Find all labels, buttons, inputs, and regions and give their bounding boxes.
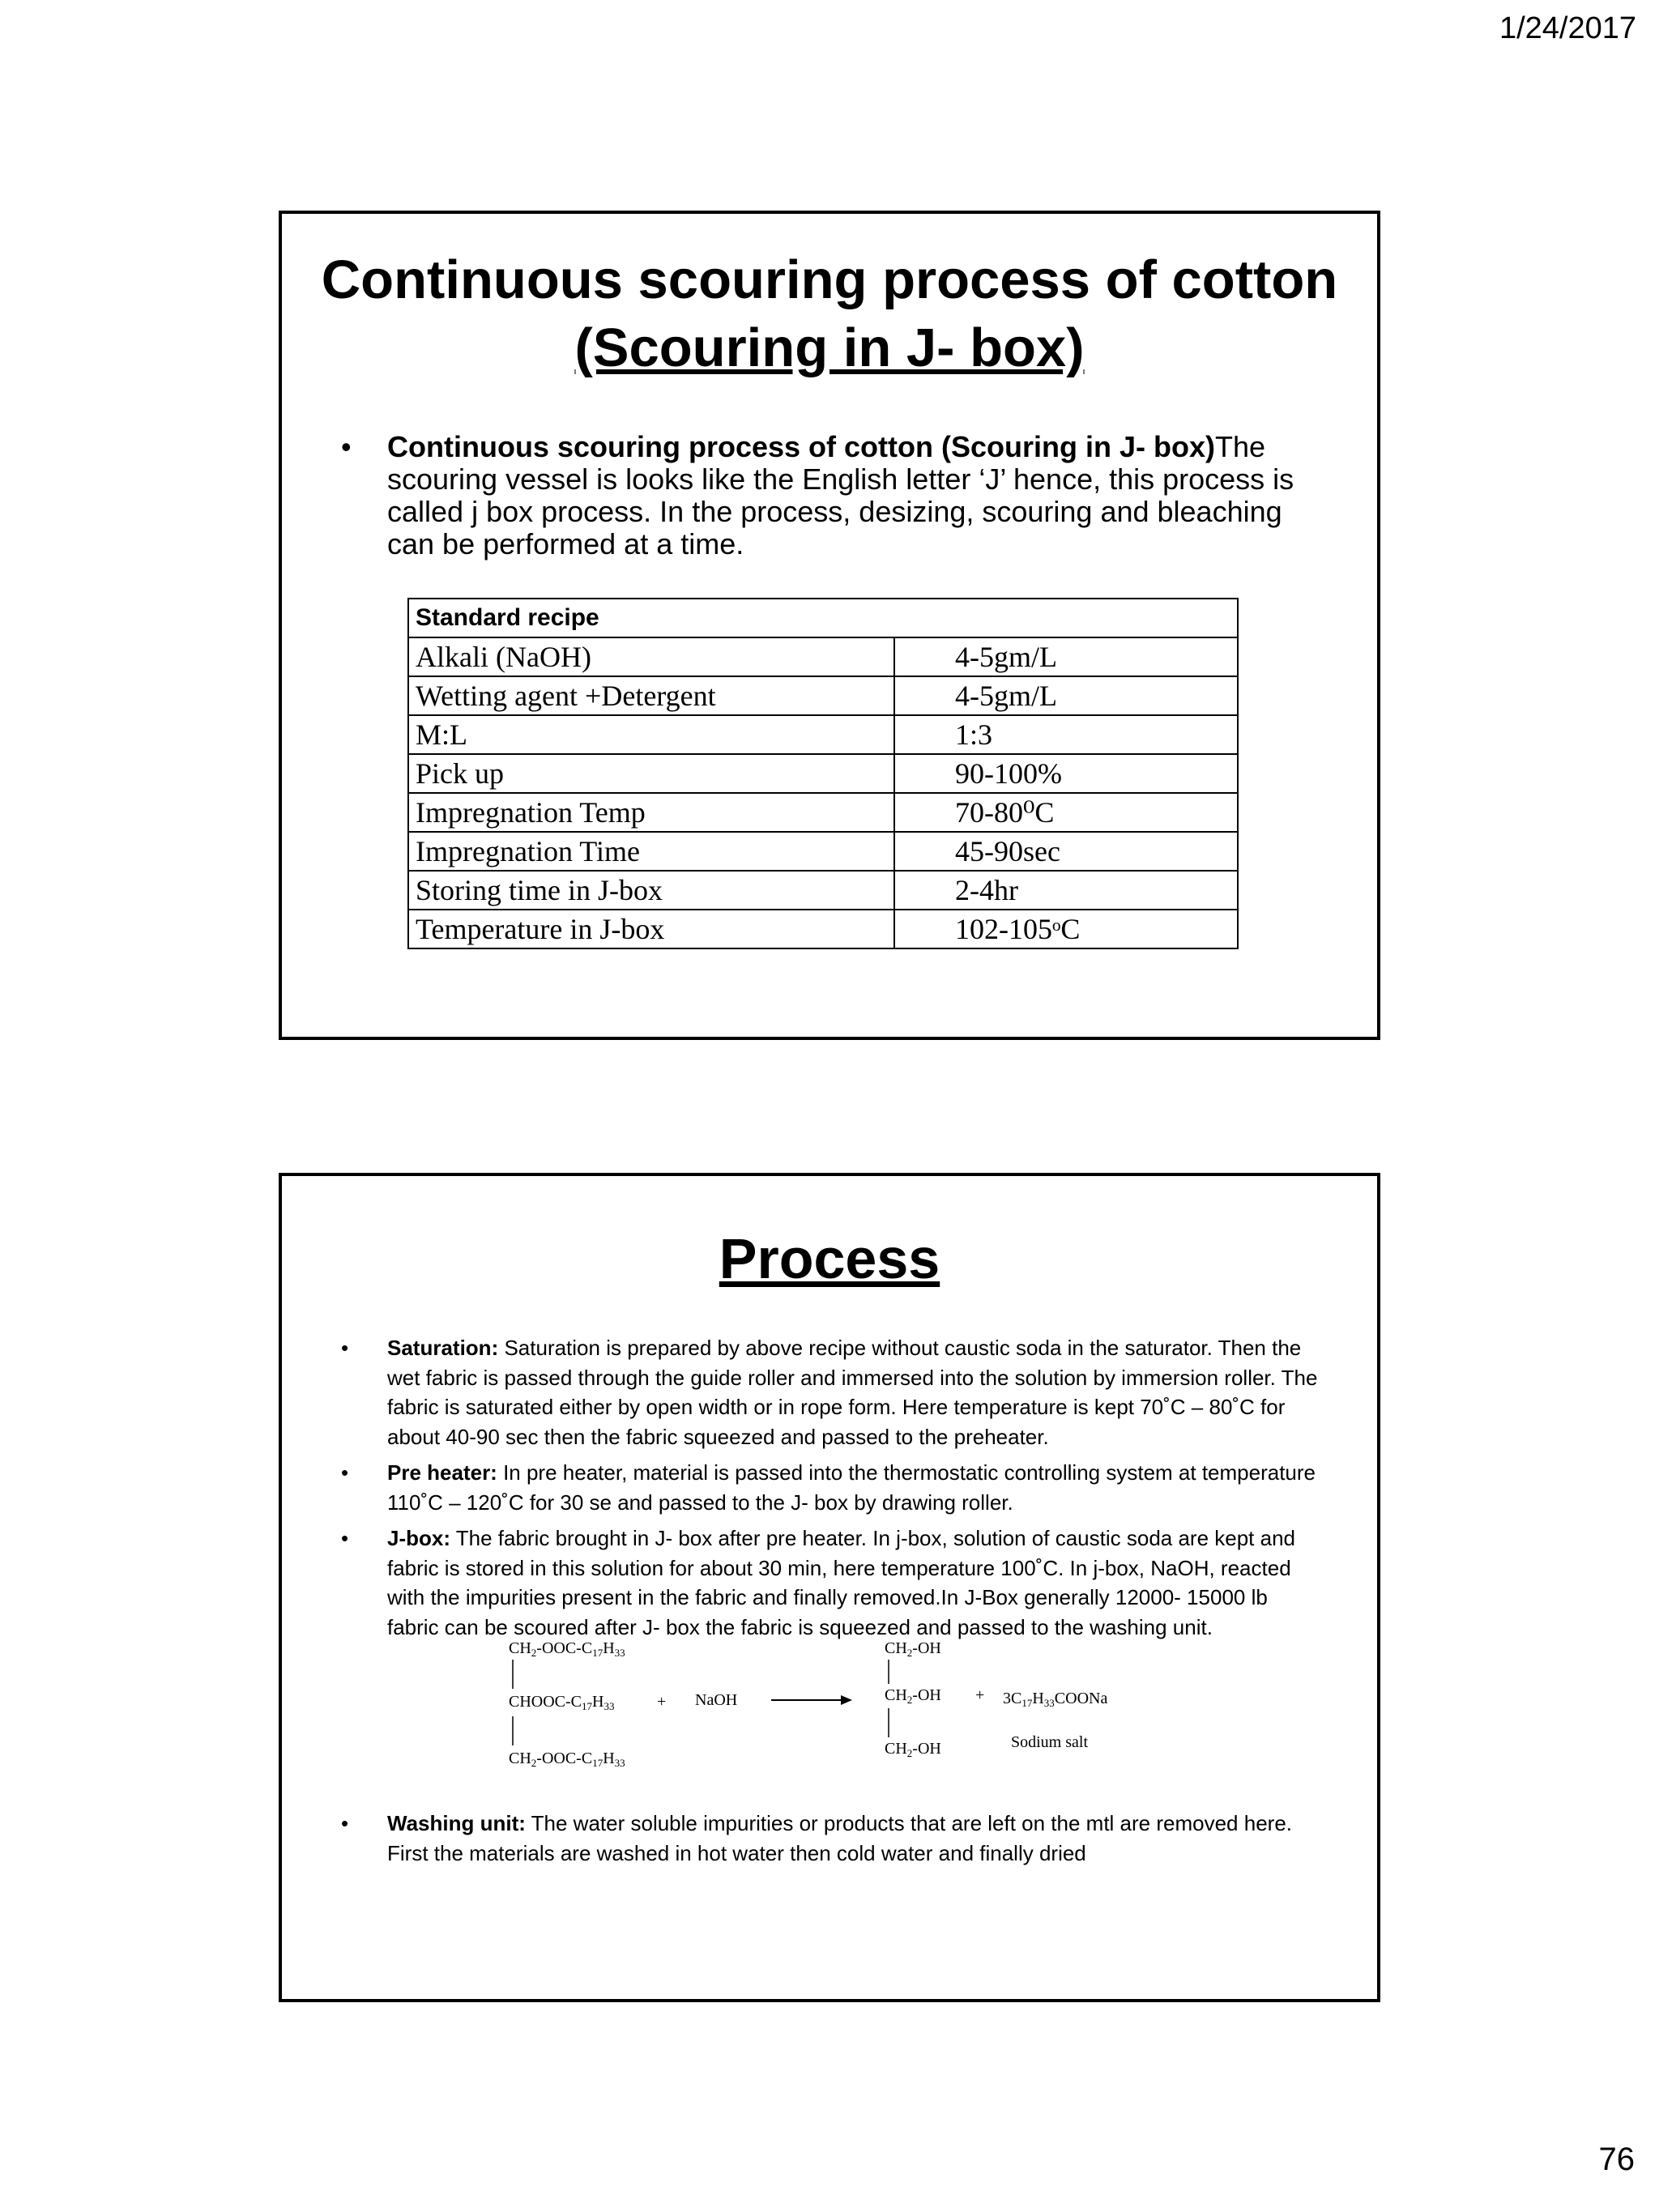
product-mid: $CH_2-OH$ [885, 1686, 941, 1706]
param-cell: Alkali (NaOH) [408, 637, 894, 676]
process-item-preheater [341, 1458, 1320, 1517]
arrow-head-icon [841, 1695, 852, 1705]
value-cell: 4-5gm/L [894, 637, 1238, 676]
process-label: Pre heater: [387, 1460, 497, 1485]
table-row [408, 871, 1238, 910]
product-bot: $CH_2-OH$ [885, 1740, 941, 1759]
bullet-icon: • [341, 1460, 349, 1485]
process-text: In pre heater, material is passed into the thermostatic controlling system at temperature 110˚C – 120˚C for 30 se and passed to the J- box by drawing roller. [387, 1460, 1316, 1515]
page-number: 76 [1598, 2142, 1635, 2177]
slide-process [279, 1173, 1380, 2002]
param-cell: Temperature in J-box [408, 910, 894, 948]
reactant-mid: CHOOC-$C_{17}H_{33}$ [509, 1693, 615, 1712]
reactant-top: $CH_2-OOC-C_{17}H_{33}$ [509, 1642, 625, 1659]
process-item-saturation [341, 1333, 1320, 1451]
table-header: Standard recipe [408, 599, 1238, 637]
plus-sign: + [657, 1693, 667, 1711]
table-row [408, 676, 1238, 715]
process-text: The water soluble impurities or products that are left on the mtl are removed here. First the materials are washed in hot water then cold water and finally dried [387, 1811, 1292, 1865]
page-date: 1/24/2017 [1499, 11, 1636, 45]
reagent: NaOH [695, 1691, 738, 1709]
saponification-reaction [387, 1642, 1320, 1802]
process-list [341, 1333, 1320, 1868]
param-cell: Storing time in J-box [408, 871, 894, 910]
reactant-bot: $CH_2-OOC-C_{17}H_{33}$ [509, 1750, 625, 1769]
value-cell: 2-4hr [894, 871, 1238, 910]
process-item-washing [341, 1809, 1320, 1868]
param-cell: Pick up [408, 754, 894, 793]
process-text: Saturation is prepared by above recipe without caustic soda in the saturator. Then the wet fabric is passed through the guide roller and immersed into the solution by immersion roller. The fabric is saturated either by open width or in rope form. Here temperature is kept 70˚C – 80˚C for about 40-90 sec then the fabric squeezed and passed to the preheater. [387, 1336, 1318, 1449]
table-row [408, 910, 1238, 948]
bullet-list [341, 430, 1296, 560]
param-cell: M:L [408, 715, 894, 754]
process-label: Washing unit: [387, 1811, 526, 1835]
value-cell: 1:3 [894, 715, 1238, 754]
param-cell: Impregnation Temp [408, 793, 894, 832]
value-cell: 45-90sec [894, 832, 1238, 871]
product-top: $CH_2-OH$ [885, 1642, 941, 1659]
plus-sign: + [975, 1686, 985, 1704]
title-line-1: Continuous scouring process of cotton [321, 249, 1338, 310]
value-cell: 102-105ᵒC [894, 910, 1238, 948]
value-cell: 90-100% [894, 754, 1238, 793]
sodium-soap: $3C_{17}H_{33}COONa$ [1003, 1690, 1108, 1709]
reaction-diagram [387, 1642, 1197, 1802]
bullet-bold: Continuous scouring process of cotton (Scouring in J- box) [387, 430, 1215, 463]
process-text: The fabric brought in J- box after pre heater. In j-box, solution of caustic soda are kept and fabric is stored in this solution for about 30 min, here temperature 100˚C. In j-box, NaOH, reacted with the impurities present in the fabric and finally removed.In J-Box generally 12000- 15000 lb fabric can be scoured after J- box the fabric is squeezed and passed to the washing unit. [387, 1526, 1296, 1639]
value-cell: 70-80⁰C [894, 793, 1238, 832]
param-cell: Wetting agent +Detergent [408, 676, 894, 715]
bullet-icon: • [341, 1811, 349, 1835]
slide-title: Process [719, 1227, 940, 1290]
table-header-row [408, 599, 1238, 637]
process-label: J-box: [387, 1526, 450, 1550]
title-line-2: (Scouring in J- box) [574, 318, 1085, 378]
slide-title [282, 246, 1377, 382]
table-row [408, 715, 1238, 754]
table-row [408, 754, 1238, 793]
process-label: Saturation: [387, 1336, 499, 1360]
bullet-icon: • [341, 430, 352, 463]
table-row [408, 832, 1238, 871]
param-cell: Impregnation Time [408, 832, 894, 871]
table-row [408, 793, 1238, 832]
table-row [408, 637, 1238, 676]
slide-jbox-overview [279, 211, 1380, 1040]
bullet-item [341, 430, 1296, 560]
recipe-table [407, 598, 1239, 949]
bullet-icon: • [341, 1526, 349, 1550]
process-item-jbox [341, 1524, 1320, 1802]
sodium-salt-label: Sodium salt [1011, 1733, 1089, 1751]
bullet-text: The scouring vessel is looks like the English letter ‘J’ hence, this process is called j box process. In the process, desizing, scouring and bleaching can be performed at a time. [387, 430, 1294, 560]
value-cell: 4-5gm/L [894, 676, 1238, 715]
bullet-icon: • [341, 1336, 349, 1360]
